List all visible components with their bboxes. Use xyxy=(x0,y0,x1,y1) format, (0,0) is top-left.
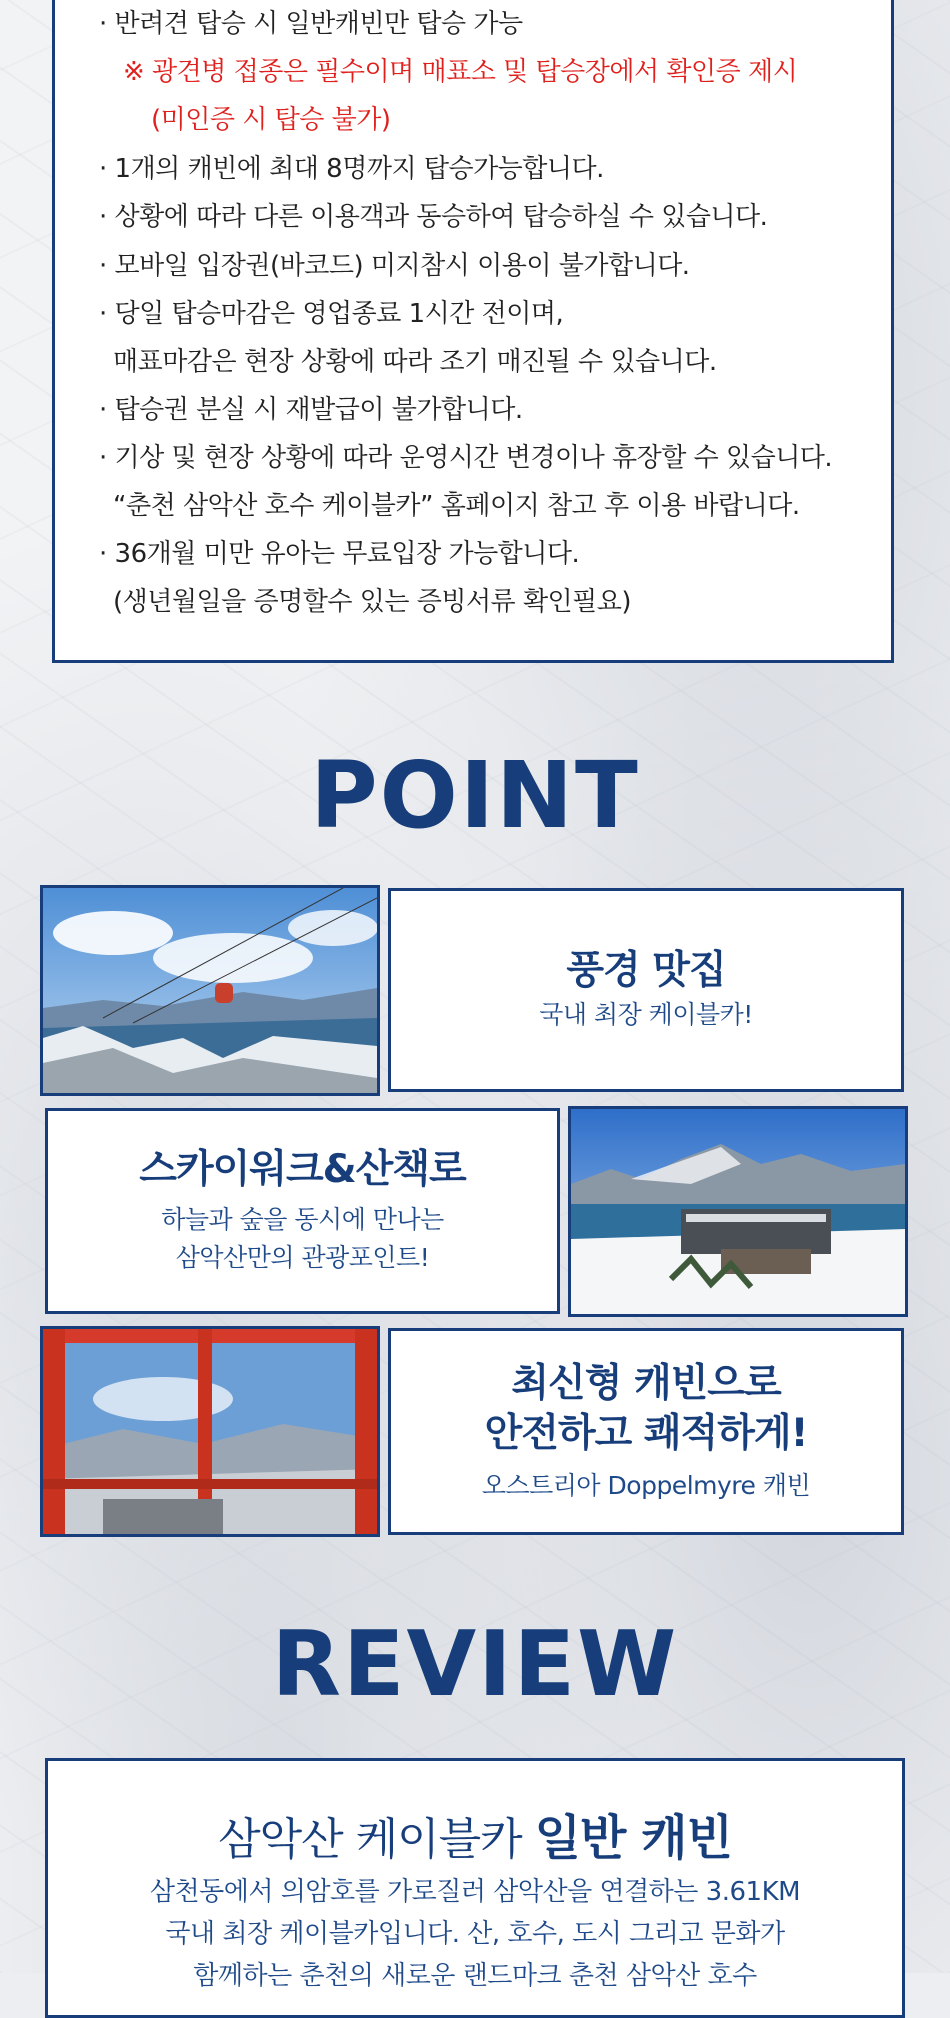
point-card-cabin xyxy=(388,1328,904,1535)
notice-box xyxy=(52,0,894,663)
point-card-subtext: 오스트리아 Doppelmyre 캐빈 xyxy=(481,1470,811,1500)
point-card-heading: 스카이워크&산책로 xyxy=(139,1147,466,1192)
point-card-heading: 안전하고 쾌적하게! xyxy=(484,1410,808,1456)
point-card-subtext: 국내 최장 케이블카! xyxy=(539,1000,753,1029)
point-card-subtext: 삼악산만의 관광포인트! xyxy=(175,1243,430,1272)
review-box-title-bold: 일반 캐빈 xyxy=(534,1810,732,1866)
review-section-title: REVIEW xyxy=(271,1612,679,1717)
notice-line: · 1개의 캐빈에 최대 8명까지 탑승가능합니다. xyxy=(99,154,604,184)
cable-car-lake-photo xyxy=(40,885,380,1096)
point-card-subtext: 하늘과 숲을 동시에 만나는 xyxy=(161,1205,444,1234)
review-box-title-light: 삼악산 케이블카 xyxy=(218,1814,535,1865)
notice-line: · 36개월 미만 유아는 무료입장 가능합니다. xyxy=(99,539,580,569)
point-card-heading: 풍경 맛집 xyxy=(566,948,726,993)
point-section-title: POINT xyxy=(310,742,640,849)
skywalk-building-photo xyxy=(568,1106,908,1317)
point-card-heading: 최신형 캐빈으로 xyxy=(511,1360,781,1406)
notice-warning-line: (미인증 시 탑승 불가) xyxy=(151,105,391,135)
notice-line: · 모바일 입장권(바코드) 미지참시 이용이 불가합니다. xyxy=(99,251,690,281)
notice-line: · 당일 탑승마감은 영업종료 1시간 전이며, xyxy=(99,299,564,329)
notice-line: · 기상 및 현장 상황에 따라 운영시간 변경이나 휴장할 수 있습니다. xyxy=(99,443,833,473)
point-card-scenery xyxy=(388,888,904,1092)
notice-line: · 상황에 따라 다른 이용객과 동승하여 탑승하실 수 있습니다. xyxy=(99,202,768,232)
notice-warning-line: ※ 광견병 접종은 필수이며 매표소 및 탑승장에서 확인증 제시 xyxy=(123,57,798,87)
notice-line: (생년월일을 증명할수 있는 증빙서류 확인필요) xyxy=(113,587,632,617)
point-card-skywalk xyxy=(45,1108,560,1314)
notice-line: · 탑승권 분실 시 재발급이 불가합니다. xyxy=(99,395,523,425)
notice-line: · 반려견 탑승 시 일반캐빈만 탑승 가능 xyxy=(99,9,523,39)
cabin-interior-photo xyxy=(40,1326,380,1537)
review-text-line: 삼천동에서 의암호를 가로질러 삼악산을 연결하는 3.61KM xyxy=(149,1877,801,1907)
review-box-title xyxy=(48,1799,902,1868)
review-box xyxy=(45,1758,905,2018)
notice-line: 매표마감은 현장 상황에 따라 조기 매진될 수 있습니다. xyxy=(113,347,717,377)
review-text-line: 국내 최장 케이블카입니다. 산, 호수, 도시 그리고 문화가 xyxy=(165,1919,785,1949)
notice-line: “춘천 삼악산 호수 케이블카” 홈페이지 참고 후 이용 바랍니다. xyxy=(113,491,800,521)
review-text-line: 함께하는 춘천의 새로운 랜드마크 춘천 삼악산 호수 xyxy=(193,1961,757,1991)
